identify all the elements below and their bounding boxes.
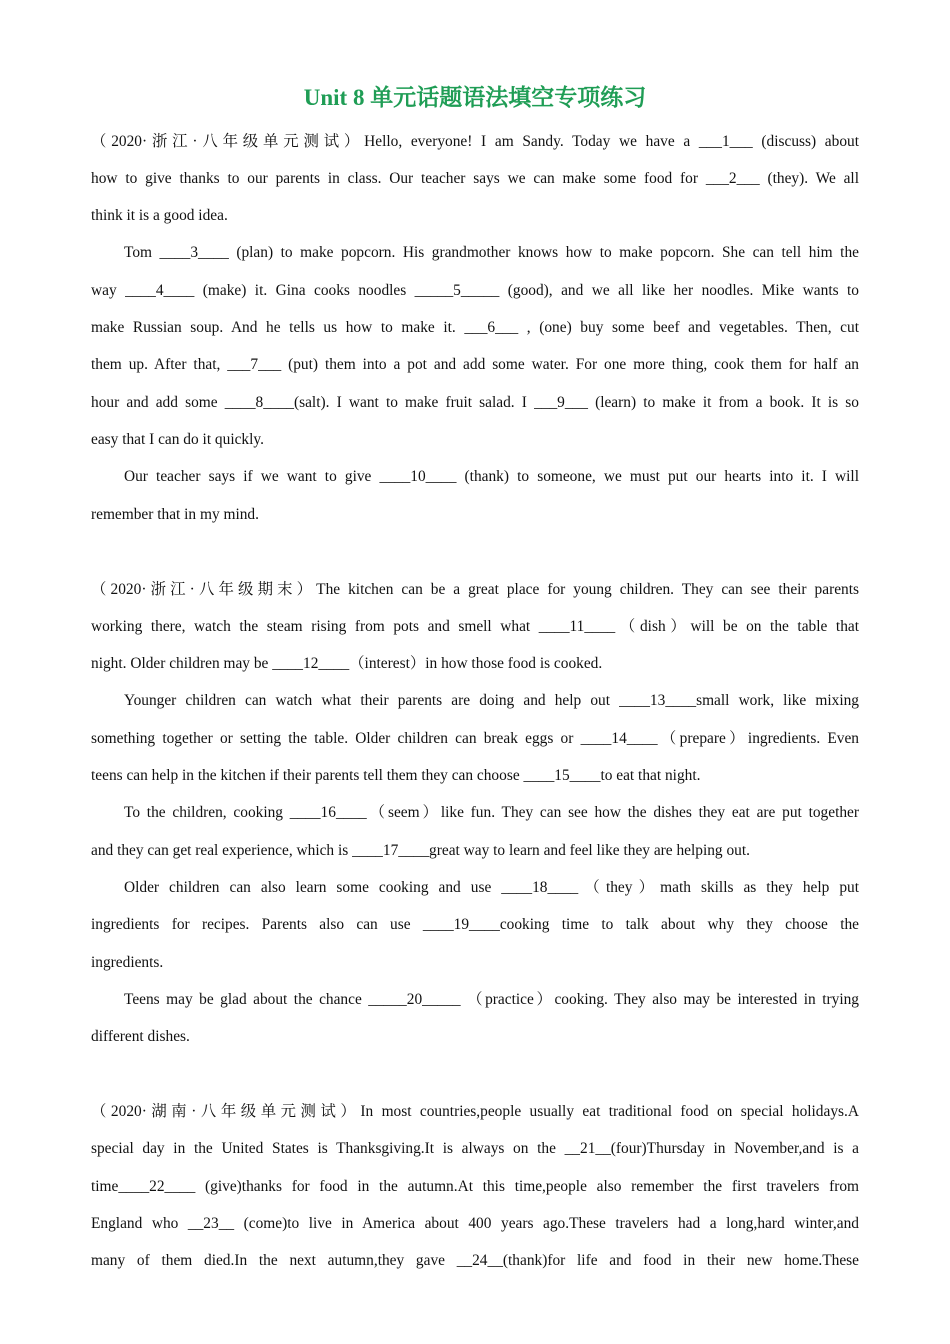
passage-1-para-3-line-2: remember that in my mind. <box>91 506 259 523</box>
passage-3-para-1-line-3: time____22____ (give)thanks for food in the autumn.At this time,people also remember the first travelers from <box>91 1178 859 1195</box>
passage-2-para-4-line-2: ingredients for recipes. Parents also can use ____19____cooking time to talk about why they choose the <box>91 916 859 933</box>
passage-1-para-3-line-1: Our teacher says if we want to give ____10____ (thank) to someone, we must put our hearts into it. I will <box>124 468 859 485</box>
passage-2-para-3-line-2: and they can get real experience, which is ____17____great way to learn and feel like they are helping out. <box>91 842 750 859</box>
passage-2-para-2-line-1: Younger children can watch what their parents are doing and help out ____13____small work, like mixing <box>124 692 859 709</box>
passage-2-para-1-line-1: （2020·浙江·八年级期末）The kitchen can be a great place for young children. They can see their parents <box>91 581 859 598</box>
passage-3-para-1-line-4: England who __23__ (come)to live in America about 400 years ago.These travelers had a long,hard winter,and <box>91 1215 859 1232</box>
passage-3-para-1-line-2: special day in the United States is Thanksgiving.It is always on the __21__(four)Thursday in November,and is a <box>91 1140 859 1157</box>
passage-1-para-2-line-4: them up. After that, ___7___ (put) them into a pot and add some water. For one more thing, cook them for half an <box>91 356 859 373</box>
passage-1-para-2-line-1: Tom ____3____ (plan) to make popcorn. His grandmother knows how to make popcorn. She can tell him the <box>124 244 859 261</box>
passage-2-para-2-line-2: something together or setting the table. Older children can break eggs or ____14____（prepare）ingredients. Even <box>91 730 859 747</box>
passage-1-para-1-line-1: （2020·浙江·八年级单元测试）Hello, everyone! I am Sandy. Today we have a ___1___ (discuss) about <box>91 133 859 150</box>
document-title: Unit 8 单元话题语法填空专项练习 <box>303 85 647 110</box>
passage-2-para-1-line-2: working there, watch the steam rising from pots and smell what ____11____（dish）will be on the table that <box>91 618 859 635</box>
passage-1-para-2-line-2: way ____4____ (make) it. Gina cooks noodles _____5_____ (good), and we all like her noodles. Mike wants to <box>91 282 859 299</box>
passage-2-para-3-line-1: To the children, cooking ____16____（seem）like fun. They can see how the dishes they eat are put together <box>124 804 859 821</box>
passage-1-para-1-line-3: think it is a good idea. <box>91 207 228 224</box>
passage-1-para-2-line-5: hour and add some ____8____(salt). I want to make fruit salad. I ___9___ (learn) to make it from a book. It is so <box>91 394 859 411</box>
passage-1-para-2-line-3: make Russian soup. And he tells us how to make it. ___6___ , (one) buy some beef and vegetables. Then, cut <box>91 319 859 336</box>
passage-2-para-2-line-3: teens can help in the kitchen if their parents tell them they can choose ____15____to eat that night. <box>91 767 701 784</box>
passage-3-para-1-line-5: many of them died.In the next autumn,they gave __24__(thank)for life and food in their new home.These <box>91 1252 859 1269</box>
passage-3-para-1-line-1: （2020·湖南·八年级单元测试）In most countries,people usually eat traditional food on special holidays.A <box>91 1103 859 1120</box>
passage-1-para-2-line-6: easy that I can do it quickly. <box>91 431 264 448</box>
passage-2-para-4-line-1: Older children can also learn some cooking and use ____18____（they）math skills as they help put <box>124 879 859 896</box>
passage-2-para-1-line-3: night. Older children may be ____12____（interest）in how those food is cooked. <box>91 655 603 672</box>
passage-2-para-5-line-1: Teens may be glad about the chance _____20_____ （practice）cooking. They also may be interested in trying <box>124 991 859 1008</box>
passage-2-para-4-line-3: ingredients. <box>91 954 164 971</box>
passage-1-para-1-line-2: how to give thanks to our parents in class. Our teacher says we can make some food for ___2___ (they). We all <box>91 170 859 187</box>
passage-2-para-5-line-2: different dishes. <box>91 1028 190 1045</box>
